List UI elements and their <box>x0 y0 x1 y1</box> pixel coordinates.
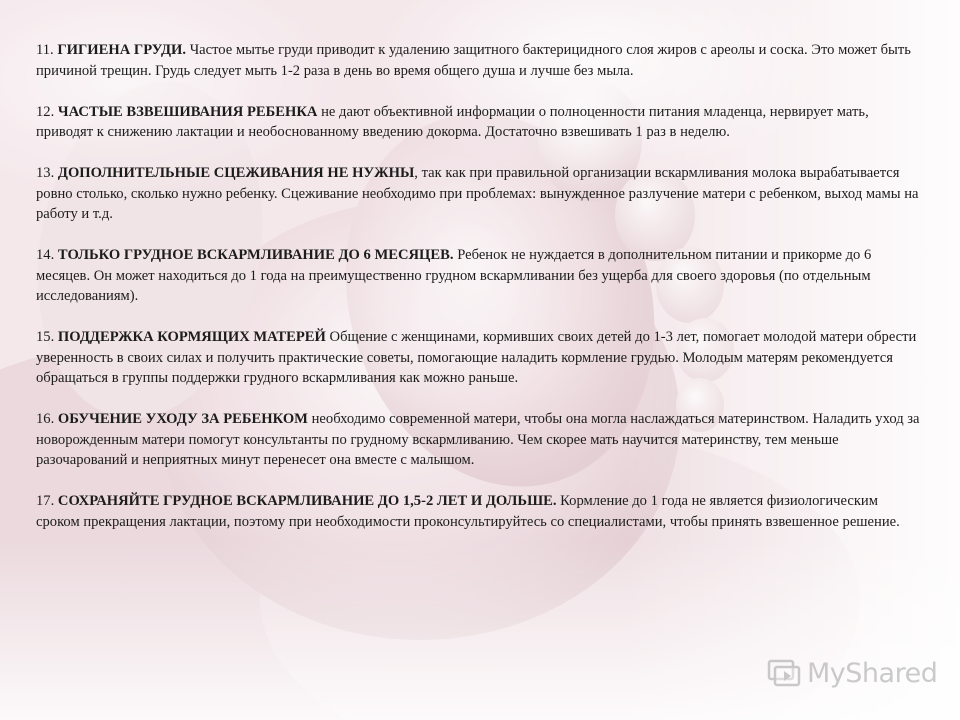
myshared-watermark <box>766 653 937 693</box>
paragraph-body: , так как при правильной организации вскармливания молока вырабатывается ровно столько, сколько нужно ребенку. Сцеживание необходимо при проблемах: вынужденное разлучение матери с ребенком, выход мамы на работу и т.д. <box>36 165 919 222</box>
paragraph-14 <box>36 245 924 307</box>
paragraph-13 <box>36 163 924 225</box>
paragraph-body: не дают объективной информации о полноценности питания младенца, нервирует мать, приводят к снижению лактации и необоснованному введению докорма. Достаточно взвешивать 1 раз в неделю. <box>36 103 869 140</box>
paragraph-12 <box>36 102 924 143</box>
paragraph-body: Ребенок не нуждается в дополнительном питании и прикорме до 6 месяцев. Он может находиться до 1 года на преимущественно грудном вскармливании без ущерба для своего здоровья (по отдельным исследованиям). <box>36 247 872 304</box>
paragraph-body: Частое мытье груди приводит к удалению защитного бактерицидного слоя жиров с ареолы и соска. Это может быть причиной трещин. Грудь следует мыть 1-2 раза в день во время общего душа и лучше без мыла. <box>36 42 911 79</box>
slideshow-logo-icon <box>766 655 802 691</box>
paragraph-16 <box>36 409 924 471</box>
paragraph-number: 12. <box>36 103 55 120</box>
paragraph-body: необходимо современной матери, чтобы она могла наслаждаться материнством. Наладить уход за новорожденным матери помогут консультанты по грудному вскармливанию. Чем скорее мать научится материнству, тем меньше разочарований и неприятных минут перенесет она вместе с малышом. <box>36 411 920 468</box>
paragraph-heading: ОБУЧЕНИЕ УХОДУ ЗА РЕБЕНКОМ <box>57 411 308 427</box>
paragraph-17 <box>36 491 924 532</box>
paragraph-15 <box>36 327 924 389</box>
paragraph-body: Кормление до 1 года не является физиологическим сроком прекращения лактации, поэтому при необходимости проконсультируйтесь со специалистами, чтобы принять взвешенное решение. <box>36 493 900 530</box>
paragraph-11 <box>36 40 924 81</box>
paragraph-number: 16. <box>36 411 55 427</box>
paragraph-body: Общение с женщинами, кормивших своих детей до 1-3 лет, помогает молодой матери обрести уверенность в своих силах и получить практические советы, помогающие наладить кормление грудью. Молодым матерям рекомендуется обращаться в группы поддержки грудного вскармливания как можно раньше. <box>36 329 917 386</box>
paragraph-heading: ГИГИЕНА ГРУДИ. <box>57 42 187 58</box>
paragraph-heading: ДОПОЛНИТЕЛЬНЫЕ СЦЕЖИВАНИЯ НЕ НУЖНЫ <box>57 165 415 181</box>
paragraph-number: 14. <box>36 247 55 263</box>
paragraph-heading: ПОДДЕРЖКА КОРМЯЩИХ МАТЕРЕЙ <box>57 329 326 345</box>
text-content <box>36 40 924 553</box>
paragraph-heading: ЧАСТЫЕ ВЗВЕШИВАНИЯ РЕБЕНКА <box>57 103 318 120</box>
paragraph-heading: СОХРАНЯЙТЕ ГРУДНОЕ ВСКАРМЛИВАНИЕ ДО 1,5-2 ЛЕТ И ДОЛЬШЕ. <box>57 493 557 509</box>
watermark-text: MyShared <box>807 657 938 689</box>
paragraph-number: 17. <box>36 493 55 509</box>
paragraph-number: 13. <box>36 165 55 181</box>
paragraph-number: 11. <box>36 42 54 58</box>
paragraph-heading: ТОЛЬКО ГРУДНОЕ ВСКАРМЛИВАНИЕ ДО 6 МЕСЯЦЕВ. <box>57 247 454 263</box>
paragraph-number: 15. <box>36 329 55 345</box>
